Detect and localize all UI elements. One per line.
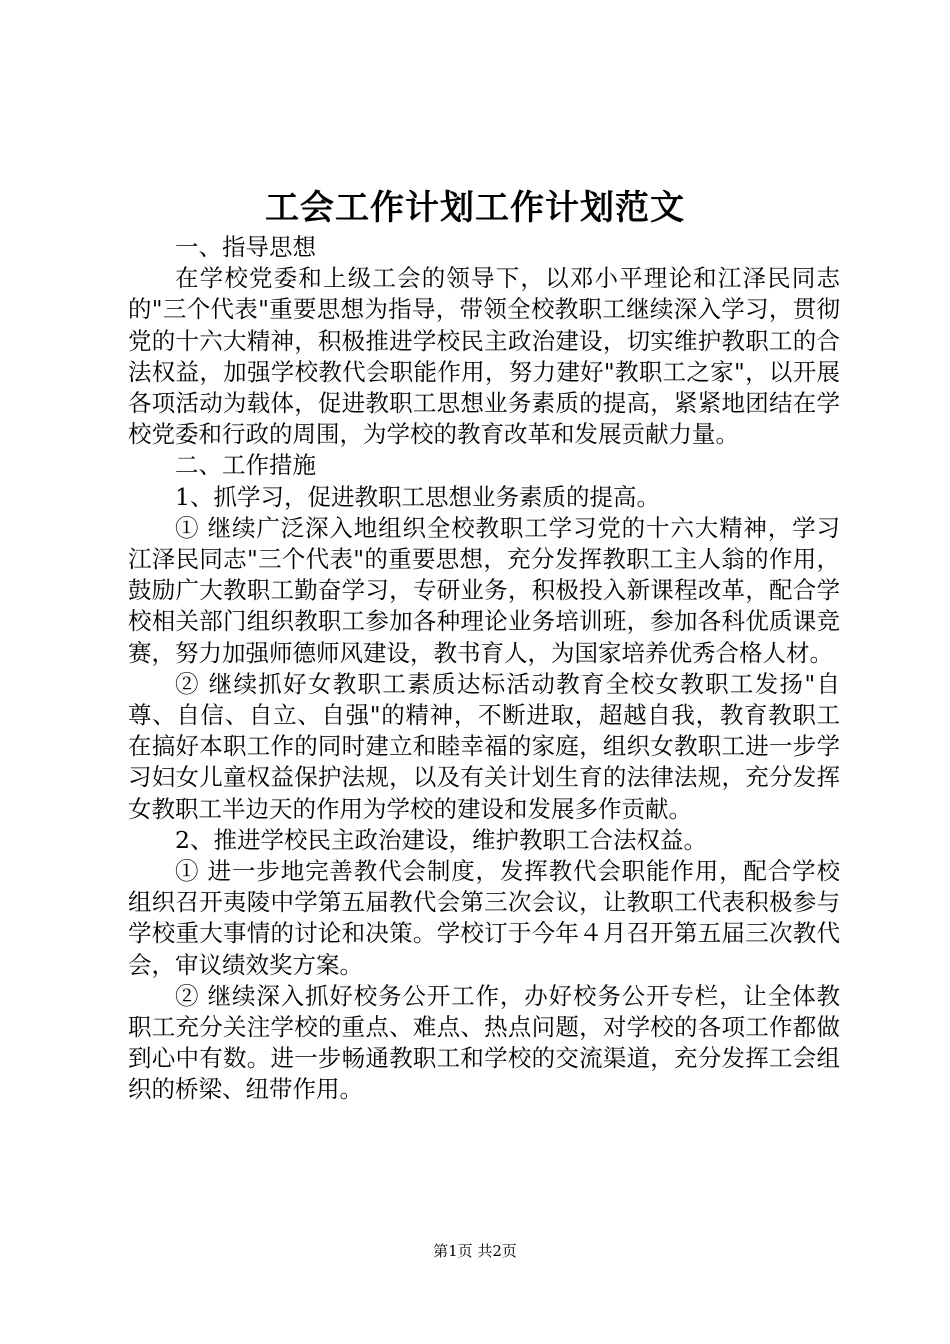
- document-body: [128, 232, 840, 1106]
- page-footer: 第1页 共2页: [433, 1242, 517, 1260]
- section-heading-work-measures: 二、工作措施: [175, 451, 316, 480]
- document-title: 工会工作计划工作计划范文: [265, 188, 685, 228]
- subheading: 1、抓学习，促进教职工思想业务素质的提高。: [175, 482, 660, 511]
- paragraph: ② 继续抓好女教职工素质达标活动教育全校女教职工发扬"自尊、自信、自立、自强"的精神，不断进取，超越自我，教育教职工在搞好本职工作的同时建立和睦幸福的家庭，组织女教职工进一步学习妇女儿童权益保护法规，以及有关计划生育的法律法规，充分发挥女教职工半边天的作用为学校的建设和发展多作贡献。: [128, 669, 840, 823]
- paragraph: ① 继续广泛深入地组织全校教职工学习党的十六大精神，学习江泽民同志"三个代表"的重要思想，充分发挥教职工主人翁的作用，鼓励广大教职工勤奋学习，专研业务，积极投入新课程改革，配合学校相关部门组织教职工参加各种理论业务培训班，参加各科优质课竞赛，努力加强师德师风建设，教书育人，为国家培养优秀合格人材。: [128, 513, 840, 667]
- paragraph: 在学校党委和上级工会的领导下，以邓小平理论和江泽民同志的"三个代表"重要思想为指导，带领全校教职工继续深入学习，贯彻党的十六大精神，积极推进学校民主政治建设，切实维护教职工的合法权益，加强学校教代会职能作用，努力建好"教职工之家"，以开展各项活动为载体，促进教职工思想业务素质的提高，紧紧地团结在学校党委和行政的周围，为学校的教育改革和发展贡献力量。: [128, 264, 840, 449]
- paragraph: ① 进一步地完善教代会制度，发挥教代会职能作用，配合学校组织召开夷陵中学第五届教代会第三次会议，让教职工代表积极参与学校重大事情的讨论和决策。学校订于今年４月召开第五届三次教代会，审议绩效奖方案。: [128, 857, 840, 979]
- section-heading-guiding-ideology: 一、指导思想: [175, 233, 316, 261]
- subheading: 2、推进学校民主政治建设，维护教职工合法权益。: [175, 825, 707, 854]
- paragraph: ② 继续深入抓好校务公开工作，办好校务公开专栏，让全体教职工充分关注学校的重点、难点、热点问题，对学校的各项工作都做到心中有数。进一步畅通教职工和学校的交流渠道，充分发挥工会组织的桥梁、纽带作用。: [128, 981, 840, 1104]
